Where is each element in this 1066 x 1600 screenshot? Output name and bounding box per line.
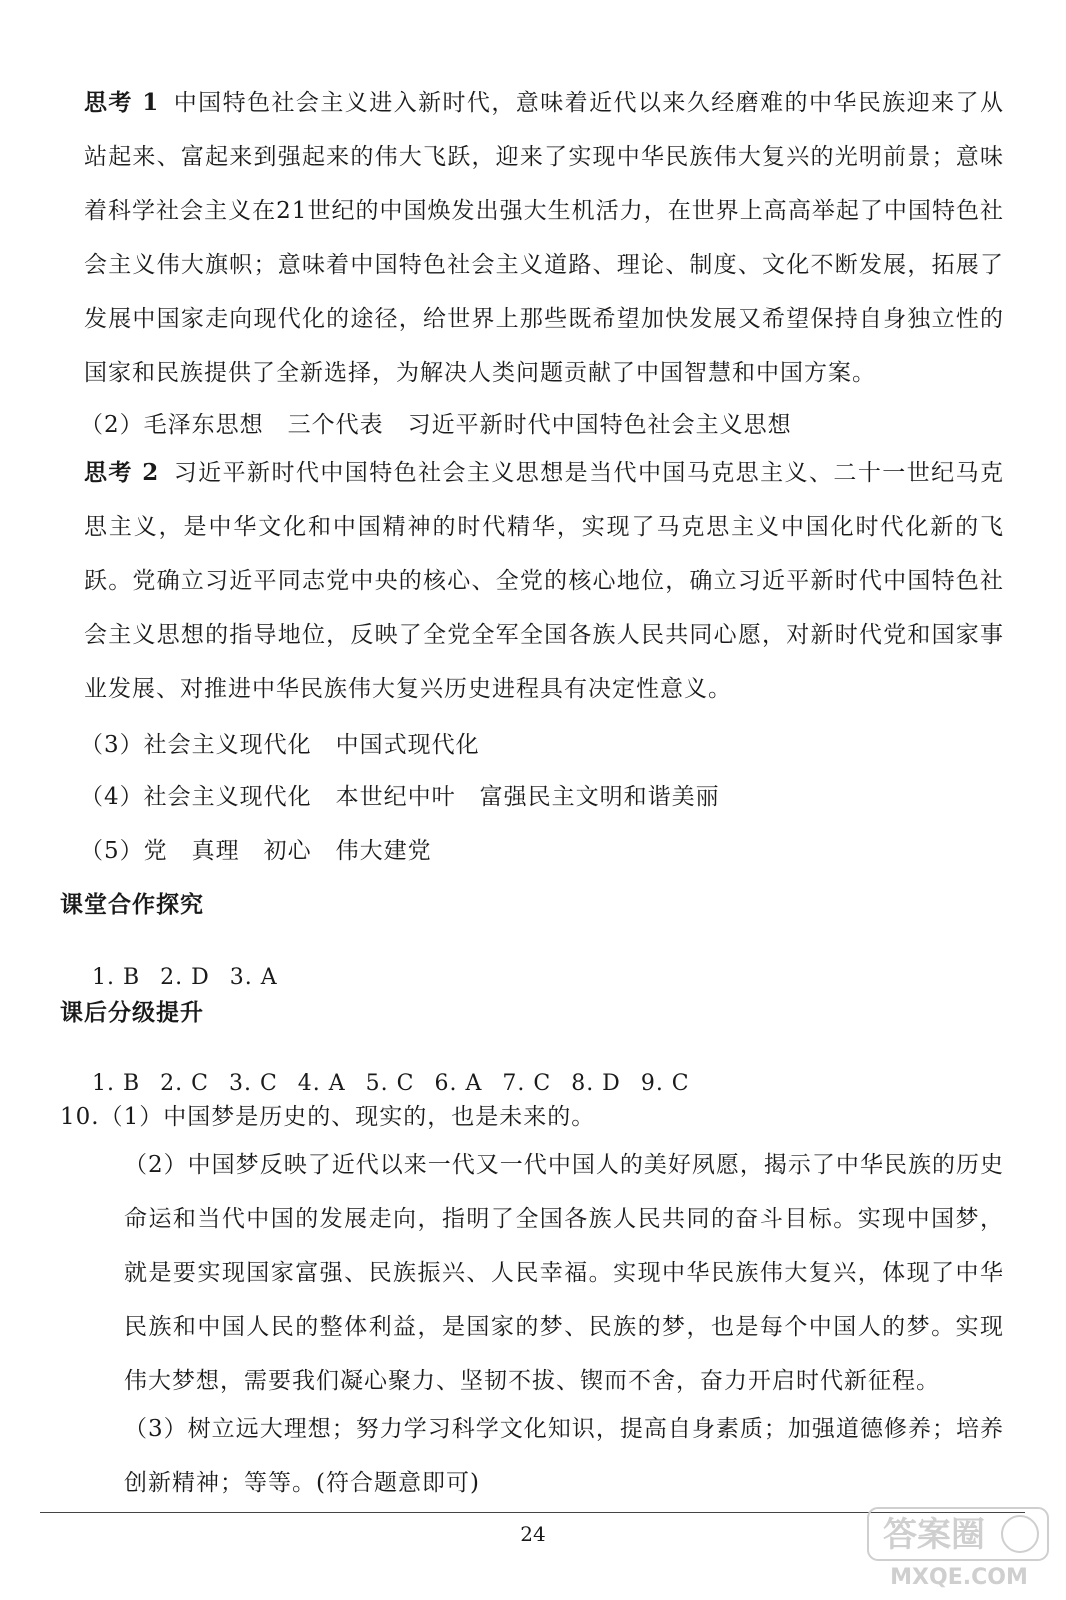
section-heading-after-class: 课后分级提升 — [60, 999, 204, 1026]
answer: 9. C — [640, 1071, 690, 1096]
answer: 8. D — [571, 1071, 621, 1096]
q10-part3: （3）树立远大理想；努力学习科学文化知识，提高自身素质；加强道德修养；培养创新精神；等等。(符合题意即可) — [124, 1416, 1004, 1496]
answer-item-2: （2）毛泽东思想 三个代表 习近平新时代中国特色社会主义思想 — [80, 412, 792, 438]
q10-part2: （2）中国梦反映了近代以来一代又一代中国人的美好夙愿，揭示了中华民族的历史命运和当代中国的发展走向，指明了全国各族人民共同的奋斗目标。实现中国梦，就是要实现国家富强、民族振兴、人民幸福。实现中华民族伟大复兴，体现了中华民族和中国人民的整体利益，是国家的梦、民族的梦，也是每个中国人的梦。实现伟大梦想，需要我们凝心聚力、坚韧不拔、锲而不舍，奋力开启时代新征程。 — [124, 1152, 1004, 1394]
watermark-url: MXQE.COM — [890, 1565, 1028, 1590]
answer: 4. A — [297, 1071, 346, 1096]
sikao1-lead: 思考 1 — [84, 89, 160, 116]
answer-item-5: （5）党 真理 初心 伟大建党 — [80, 838, 432, 864]
answer: 2. D — [160, 965, 210, 990]
sikao2-paragraph — [84, 446, 1004, 716]
q10-part1: 10.（1）中国梦是历史的、现实的，也是未来的。 — [60, 1104, 596, 1130]
answer: 3. C — [228, 1071, 278, 1096]
answer-item-4: （4）社会主义现代化 本世纪中叶 富强民主文明和谐美丽 — [80, 784, 720, 810]
watermark-logo — [864, 1500, 1054, 1592]
watermark-logo-text: 答案圈 — [883, 1515, 985, 1555]
answer-item-3: （3）社会主义现代化 中国式现代化 — [80, 732, 480, 758]
answer: 1. B — [91, 1071, 141, 1096]
answer: 3. A — [229, 965, 278, 990]
answer: 7. C — [502, 1071, 552, 1096]
sikao1-text: 中国特色社会主义进入新时代，意味着近代以来久经磨难的中华民族迎来了从站起来、富起来到强起来的伟大飞跃，迎来了实现中华民族伟大复兴的光明前景；意味着科学社会主义在21世纪的中国焕发出强大生机活力，在世界上高高举起了中国特色社会主义伟大旗帜；意味着中国特色社会主义道路、理论、制度、文化不断发展，拓展了发展中国家走向现代化的途径，给世界上那些既希望加快发展又希望保持自身独立性的国家和民族提供了全新选择，为解决人类问题贡献了中国智慧和中国方案。 — [84, 90, 1005, 386]
sikao1-paragraph — [84, 76, 1004, 400]
answer: 6. A — [434, 1071, 483, 1096]
sikao2-lead: 思考 2 — [84, 459, 160, 486]
page-number: 24 — [520, 1522, 546, 1546]
section-heading-classroom: 课堂合作探究 — [60, 891, 204, 918]
answer: 1. B — [91, 965, 141, 990]
sikao2-text: 习近平新时代中国特色社会主义思想是当代中国马克思主义、二十一世纪马克思主义，是中华文化和中国精神的时代精华，实现了马克思主义中国化时代化新的飞跃。党确立习近平同志党中央的核心、全党的核心地位，确立习近平新时代中国特色社会主义思想的指导地位，反映了全党全军全国各族人民共同心愿，对新时代党和国家事业发展、对推进中华民族伟大复兴历史进程具有决定性意义。 — [84, 460, 1005, 702]
answer: 2. C — [160, 1071, 209, 1096]
answer: 5. C — [365, 1071, 415, 1096]
